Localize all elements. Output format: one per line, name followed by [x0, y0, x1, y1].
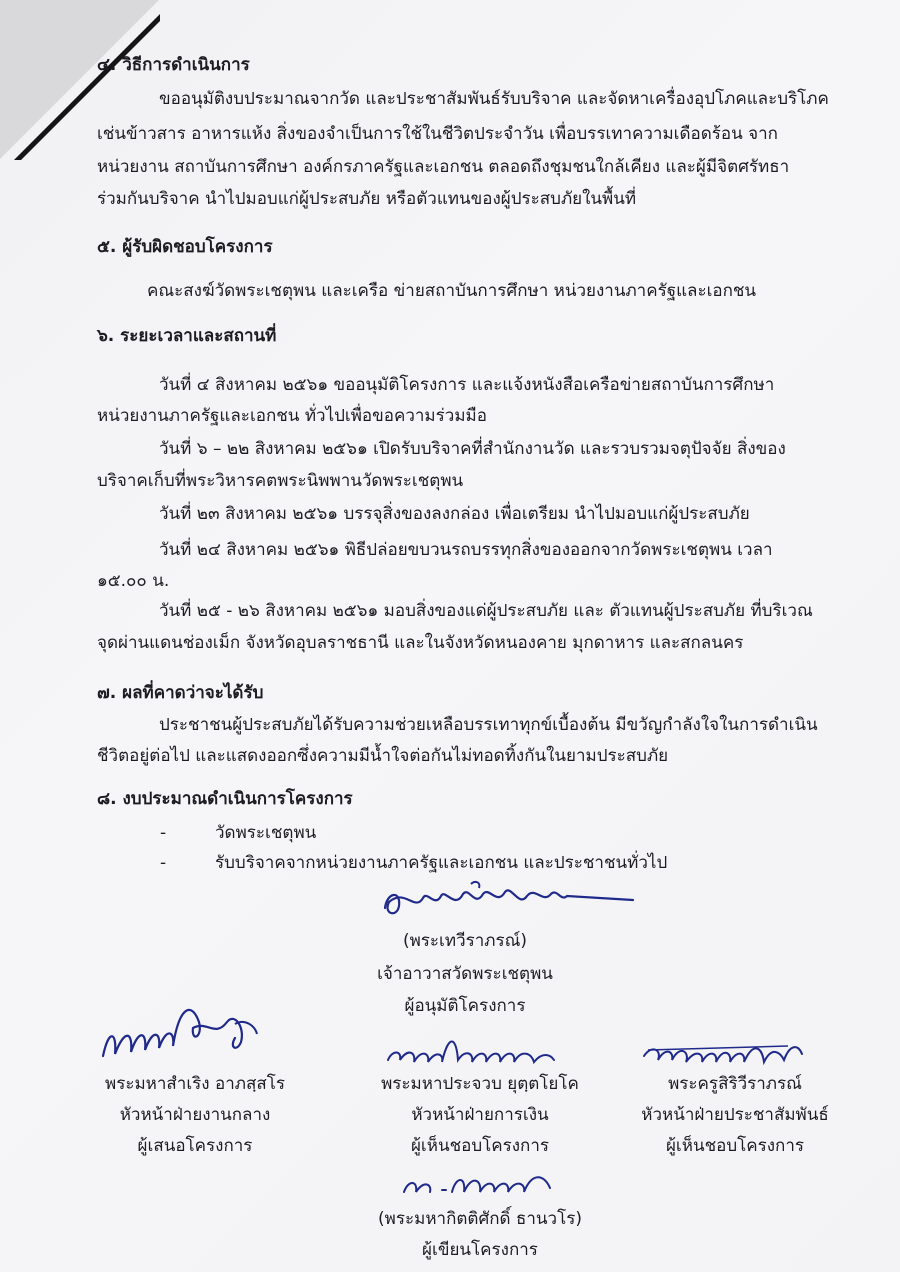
approver-role: ผู้อนุมัติโครงการ: [404, 996, 526, 1016]
right-signature: [638, 1030, 818, 1075]
right-signer-role: ผู้เห็นชอบโครงการ: [665, 1136, 805, 1156]
section-6-line: วันที่ ๔ สิงหาคม ๒๕๖๑ ขออนุมัติโครงการ และแจ้งหนังสือเครือข่ายสถาบันการศึกษา: [159, 375, 775, 395]
section-7-line: ชีวิตอยู่ต่อไป และแสดงออกซึ่งความมีน้ำใจต่อกันไม่ทอดทิ้งกันในยามประสบภัย: [97, 746, 669, 766]
right-signer-position: หัวหน้าฝ่ายประชาสัมพันธ์: [641, 1105, 829, 1125]
right-signer-name: พระครูสิริวีราภรณ์: [668, 1074, 802, 1094]
section-7-line: ประชาชนผู้ประสบภัยได้รับความช่วยเหลือบรรเทาทุกข์เบื้องต้น มีขวัญกำลังใจในการดำเนิน: [159, 715, 818, 735]
approver-position: เจ้าอาวาสวัดพระเชตุพน: [377, 964, 553, 984]
section-5-heading: ๕. ผู้รับผิดชอบโครงการ: [97, 237, 273, 257]
left-signer-role: ผู้เสนอโครงการ: [137, 1136, 253, 1156]
section-6-line: จุดผ่านแดนช่องเม็ก จังหวัดอุบลราชธานี และในจังหวัดหนองคาย มุกดาหาร และสกลนคร: [97, 633, 744, 653]
section-6-line: วันที่ ๒๔ สิงหาคม ๒๕๖๑ พิธีปล่อยขบวนรถบรรทุกสิ่งของออกจากวัดพระเชตุพน เวลา: [159, 540, 773, 560]
left-signer-position: หัวหน้าฝ่ายงานกลาง: [119, 1105, 271, 1125]
section-4-line: หน่วยงาน สถาบันการศึกษา องค์กรภาครัฐและเอกชน ตลอดถึงชุมชนใกล้เคียง และผู้มีจิตศรัทธา: [97, 157, 790, 177]
writer-role: ผู้เขียนโครงการ: [422, 1240, 538, 1260]
section-6-line: วันที่ ๒๓ สิงหาคม ๒๕๖๑ บรรจุสิ่งของลงกล่อง เพื่อเตรียม นำไปมอบแก่ผู้ประสบภัย: [159, 504, 750, 524]
left-signer-name: พระมหาสำเริง อาภสฺสโร: [105, 1074, 285, 1094]
middle-signer-name: พระมหาประจวบ ยุตฺตโยโค: [381, 1074, 579, 1094]
writer-signature: [398, 1162, 568, 1207]
section-7-heading: ๗. ผลที่คาดว่าจะได้รับ: [97, 683, 264, 703]
budget-dash: -: [160, 853, 167, 873]
section-8-heading: ๘. งบประมาณดำเนินการโครงการ: [97, 789, 353, 809]
budget-item: รับบริจาคจากหน่วยงานภาครัฐและเอกชน และประชาชนทั่วไป: [215, 853, 668, 873]
section-4-line: ขออนุมัติงบประมาณจากวัด และประชาสัมพันธ์รับบริจาค และจัดหาเครื่องอุปโภคและบริโภค: [159, 89, 829, 109]
section-6-heading: ๖. ระยะเวลาและสถานที่: [97, 326, 277, 346]
approver-name: (พระเทวีราภรณ์): [402, 931, 528, 951]
left-signature: [95, 998, 265, 1068]
middle-signer-position: หัวหน้าฝ่ายการเงิน: [411, 1105, 549, 1125]
section-4-line: เช่นข้าวสาร อาหารแห้ง สิ่งของจำเป็นการใช้ในชีวิตประจำวัน เพื่อบรรเทาความเดือดร้อน จาก: [97, 124, 778, 144]
approver-signature: [375, 878, 635, 928]
middle-signature: [382, 1030, 562, 1075]
middle-signer-role: ผู้เห็นชอบโครงการ: [410, 1136, 550, 1156]
budget-dash: -: [160, 823, 167, 843]
section-4-line: ร่วมกันบริจาค นำไปมอบแก่ผู้ประสบภัย หรือตัวแทนของผู้ประสบภัยในพื้นที่: [97, 189, 637, 209]
section-4-heading: ๔. วิธีการดำเนินการ: [97, 55, 250, 75]
section-6-line: ๑๕.๐๐ น.: [97, 571, 170, 591]
section-5-line: คณะสงฆ์วัดพระเชตุพน และเครือ ข่ายสถาบันการศึกษา หน่วยงานภาครัฐและเอกชน: [147, 281, 757, 301]
section-6-line: หน่วยงานภาครัฐและเอกชน ทั่วไปเพื่อขอความร่วมมือ: [97, 406, 487, 426]
budget-item: วัดพระเชตุพน: [215, 823, 317, 843]
section-6-line: วันที่ ๖ – ๒๒ สิงหาคม ๒๕๖๑ เปิดรับบริจาคที่สำนักงานวัด และรวบรวมจตุปัจจัย สิ่งของ: [159, 439, 786, 459]
section-6-line: วันที่ ๒๕ - ๒๖ สิงหาคม ๒๕๖๑ มอบสิ่งของแด่ผู้ประสบภัย และ ตัวแทนผู้ประสบภัย ที่บริเวณ: [159, 601, 813, 621]
writer-name: (พระมหากิตติศักดิ์ ธานวโร): [378, 1209, 582, 1229]
section-6-line: บริจาคเก็บที่พระวิหารคตพระนิพพานวัดพระเชตุพน: [97, 471, 464, 491]
